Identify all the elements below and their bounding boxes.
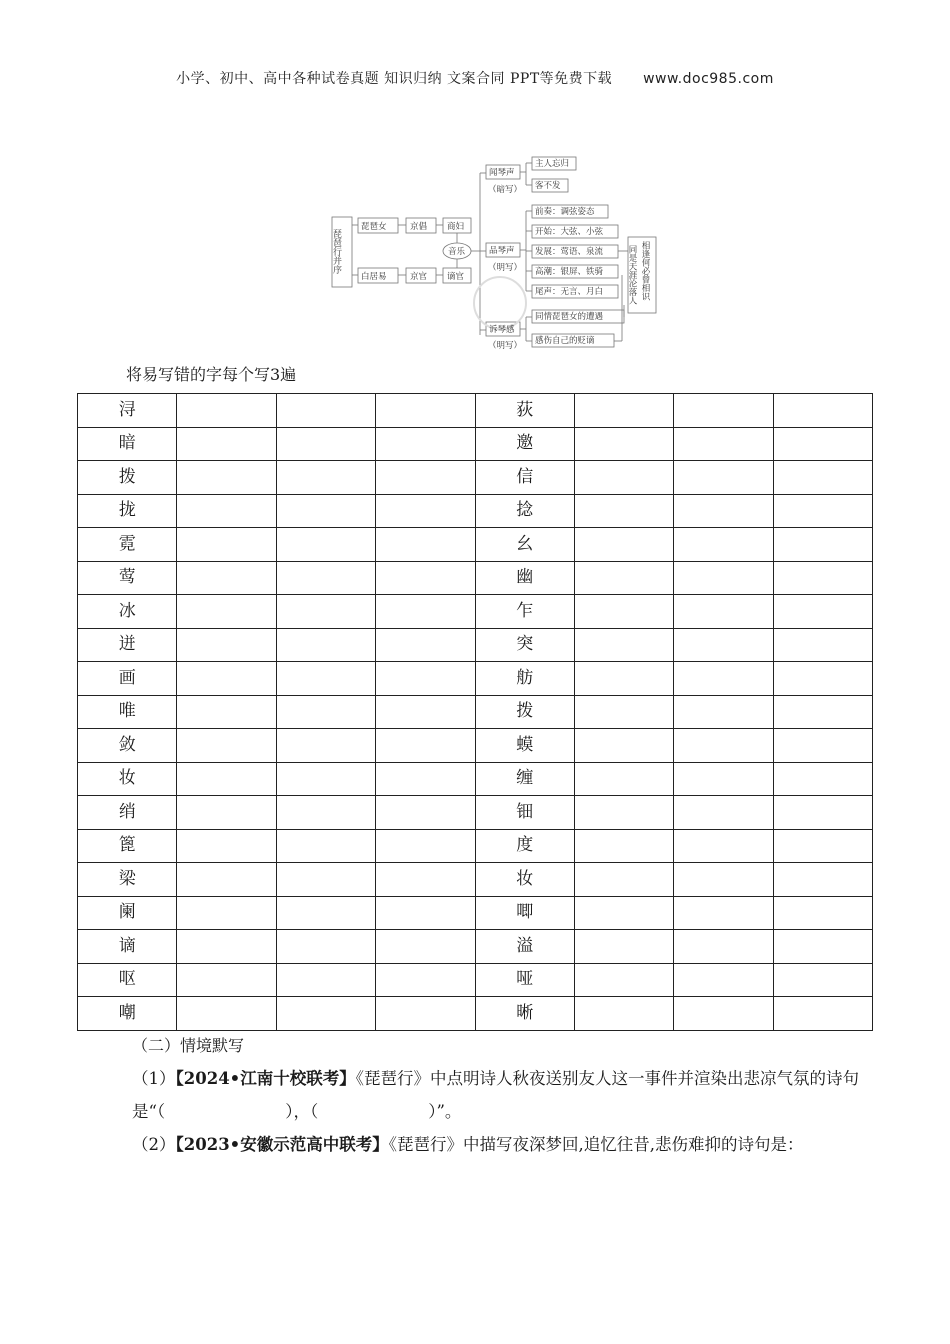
write-cell[interactable] [574,561,673,595]
write-cell[interactable] [276,494,375,528]
diagram-bai-juyi: 白居易 [361,272,387,282]
write-cell[interactable] [177,829,276,863]
table-row [78,863,873,897]
write-cell[interactable] [674,729,773,763]
question-1-num: （1） [132,1069,176,1088]
write-cell[interactable] [276,863,375,897]
section-title: （二）情境默写 [132,1036,245,1055]
write-cell[interactable] [773,494,872,528]
write-cell[interactable] [674,595,773,629]
char-right: 突 [475,628,574,662]
write-cell[interactable] [574,628,673,662]
char-left: 迸 [78,628,177,662]
table-row [78,930,873,964]
write-cell[interactable] [574,963,673,997]
write-cell[interactable] [276,662,375,696]
diagram-anxie: （暗写） [488,185,523,195]
write-cell[interactable] [574,394,673,428]
char-right: 幺 [475,528,574,562]
diagram-fazhan: 发展：莺语、泉流 [535,247,604,257]
write-cell[interactable] [177,796,276,830]
char-left: 篦 [78,829,177,863]
write-cell[interactable] [574,461,673,495]
write-cell[interactable] [674,963,773,997]
write-cell[interactable] [177,896,276,930]
write-cell[interactable] [674,930,773,964]
char-left: 莺 [78,561,177,595]
write-cell[interactable] [376,997,475,1031]
write-cell[interactable] [177,561,276,595]
write-cell[interactable] [773,461,872,495]
write-cell[interactable] [674,561,773,595]
write-cell[interactable] [276,762,375,796]
write-cell[interactable] [276,461,375,495]
char-right: 乍 [475,595,574,629]
write-cell[interactable] [674,896,773,930]
write-cell[interactable] [276,561,375,595]
write-cell[interactable] [276,963,375,997]
write-cell[interactable] [376,427,475,461]
table-row [78,595,873,629]
diagram-jingchang: 京倡 [410,222,428,232]
write-cell[interactable] [376,729,475,763]
table-row [78,896,873,930]
write-cell[interactable] [376,394,475,428]
char-right: 邀 [475,427,574,461]
question-1-mid: ），（ [285,1102,319,1121]
write-cell[interactable] [773,829,872,863]
write-cell[interactable] [276,829,375,863]
table-row [78,394,873,428]
write-cell[interactable] [773,963,872,997]
write-cell[interactable] [376,494,475,528]
write-cell[interactable] [674,427,773,461]
write-cell[interactable] [674,394,773,428]
write-cell[interactable] [276,394,375,428]
diagram-pipa-girl: 琵琶女 [361,222,387,232]
write-cell[interactable] [773,427,872,461]
write-cell[interactable] [177,427,276,461]
write-cell[interactable] [177,930,276,964]
header-text: 小学、初中、高中各种试卷真题 知识归纳 文案合同 PPT等免费下载 [176,71,613,87]
write-cell[interactable] [376,896,475,930]
write-cell[interactable] [574,796,673,830]
write-cell[interactable] [376,829,475,863]
write-cell[interactable] [376,963,475,997]
write-cell[interactable] [674,796,773,830]
char-right: 度 [475,829,574,863]
write-cell[interactable] [674,863,773,897]
question-1-source: 【2024•江南十校联考】 [175,1069,356,1088]
char-left: 妆 [78,762,177,796]
write-cell[interactable] [773,595,872,629]
diagram-wenqin: 闻琴声 [489,168,515,178]
diagram-music: 音乐 [448,247,466,257]
write-cell[interactable] [574,662,673,696]
write-cell[interactable] [376,796,475,830]
write-cell[interactable] [177,394,276,428]
char-left: 唯 [78,695,177,729]
write-cell[interactable] [376,930,475,964]
write-cell[interactable] [376,628,475,662]
write-cell[interactable] [376,662,475,696]
diagram-kebufa: 客不发 [535,181,561,191]
char-right: 妆 [475,863,574,897]
write-cell[interactable] [177,461,276,495]
write-cell[interactable] [574,863,673,897]
write-cell[interactable] [674,997,773,1031]
write-cell[interactable] [177,662,276,696]
write-cell[interactable] [674,695,773,729]
question-2-num: （2） [132,1135,176,1154]
write-cell[interactable] [177,762,276,796]
write-cell[interactable] [773,930,872,964]
write-cell[interactable] [177,997,276,1031]
table-row [78,729,873,763]
table-row [78,695,873,729]
diagram-svg [330,155,660,350]
write-cell[interactable] [177,628,276,662]
write-cell[interactable] [177,494,276,528]
write-cell[interactable] [177,729,276,763]
write-cell[interactable] [276,729,375,763]
watermark-seal [474,277,526,329]
write-cell[interactable] [574,595,673,629]
write-cell[interactable] [773,896,872,930]
write-cell[interactable] [276,997,375,1031]
write-cell[interactable] [773,997,872,1031]
diagram-gaochao: 高潮：银屏、铁骑 [535,267,604,277]
write-cell[interactable] [276,695,375,729]
write-cell[interactable] [574,528,673,562]
write-cell[interactable] [376,561,475,595]
write-cell[interactable] [276,896,375,930]
char-right: 幽 [475,561,574,595]
char-right: 舫 [475,662,574,696]
table-row [78,528,873,562]
write-cell[interactable] [674,762,773,796]
write-cell[interactable] [574,762,673,796]
table-row [78,829,873,863]
question-2-text: 《琵琶行》中描写夜深梦回,追忆往昔,悲伤难抑的诗句是： [388,1135,804,1154]
write-cell[interactable] [773,796,872,830]
diagram-pinqin: 品琴声 [489,246,515,256]
question-2 [90,1128,870,1161]
table-row [78,427,873,461]
practice-table [77,393,873,1031]
table-row [78,963,873,997]
table-row [78,628,873,662]
write-cell[interactable] [674,829,773,863]
structure-diagram [330,155,660,350]
write-cell[interactable] [674,628,773,662]
char-left: 呕 [78,963,177,997]
char-right: 晰 [475,997,574,1031]
diagram-mingxie: （明写） [488,263,523,273]
question-1-text: 《琵琶行》中点明诗人秋夜送别友人这一事件并渲染出悲凉气氛的诗句是“（ [132,1069,859,1121]
instruction-text: 将易写错的字每个写3遍 [126,365,297,384]
char-left: 冰 [78,595,177,629]
diagram-jingguan: 京官 [410,272,428,282]
write-cell[interactable] [376,695,475,729]
diagram-mingxie2: （明写） [488,341,523,350]
write-cell[interactable] [376,762,475,796]
table-row [78,662,873,696]
diagram-kaishi: 开始：大弦、小弦 [535,227,604,237]
char-left: 画 [78,662,177,696]
write-cell[interactable] [177,528,276,562]
table-row [78,461,873,495]
char-left: 拨 [78,461,177,495]
write-cell[interactable] [177,863,276,897]
diagram-conclusion-b: 相逢何必曾相识 [640,241,650,301]
write-cell[interactable] [574,729,673,763]
char-right: 拨 [475,695,574,729]
write-cell[interactable] [574,695,673,729]
write-cell[interactable] [574,997,673,1031]
question-2-source: 【2023•安徽示范高中联考】 [175,1135,389,1154]
write-cell[interactable] [574,930,673,964]
char-right: 哑 [475,963,574,997]
table-row [78,997,873,1031]
question-1-end: ）”。 [428,1102,462,1121]
write-cell[interactable] [276,528,375,562]
write-cell[interactable] [574,494,673,528]
char-left: 阑 [78,896,177,930]
write-cell[interactable] [276,930,375,964]
write-cell[interactable] [177,595,276,629]
diagram-qianzou: 前奏：调弦姿态 [535,207,595,217]
diagram-root-text: 琵琶行并序 [331,229,341,274]
table-row [78,494,873,528]
write-cell[interactable] [773,863,872,897]
char-left: 谪 [78,930,177,964]
write-cell[interactable] [276,796,375,830]
write-cell[interactable] [276,628,375,662]
write-cell[interactable] [276,427,375,461]
write-cell[interactable] [376,595,475,629]
char-left: 梁 [78,863,177,897]
diagram-tongqing: 同情琵琶女的遭遇 [535,312,604,322]
write-cell[interactable] [773,729,872,763]
write-cell[interactable] [674,662,773,696]
table-row [78,796,873,830]
write-cell[interactable] [674,461,773,495]
table-row [78,561,873,595]
table-row [78,762,873,796]
write-cell[interactable] [276,595,375,629]
write-cell[interactable] [773,394,872,428]
char-right: 信 [475,461,574,495]
diagram-conclusion-a: 同是天涯沦落人 [627,245,637,305]
char-right: 缠 [475,762,574,796]
write-cell[interactable] [674,528,773,562]
page-header [0,68,950,88]
question-1 [90,1062,870,1128]
write-cell[interactable] [376,863,475,897]
char-left: 暗 [78,427,177,461]
write-cell[interactable] [773,628,872,662]
char-right: 荻 [475,394,574,428]
write-cell[interactable] [177,963,276,997]
char-left: 浔 [78,394,177,428]
write-cell[interactable] [376,528,475,562]
char-right: 捻 [475,494,574,528]
diagram-weisheng: 尾声：无言、月白 [535,287,604,297]
write-cell[interactable] [773,695,872,729]
write-cell[interactable] [376,461,475,495]
char-right: 蟆 [475,729,574,763]
write-cell[interactable] [574,896,673,930]
write-cell[interactable] [574,427,673,461]
write-cell[interactable] [773,762,872,796]
header-url[interactable]: www.doc985.com [643,71,774,87]
diagram-zheguan: 谪官 [447,272,465,282]
write-cell[interactable] [773,662,872,696]
char-left: 霓 [78,528,177,562]
diagram-ganshang: 感伤自己的贬谪 [535,336,595,346]
char-left: 绡 [78,796,177,830]
char-right: 钿 [475,796,574,830]
write-cell[interactable] [177,695,276,729]
char-right: 溢 [475,930,574,964]
char-left: 嘲 [78,997,177,1031]
char-right: 唧 [475,896,574,930]
diagram-shangfu: 商妇 [447,222,465,232]
diagram-suqin: 诉琴感 [489,325,515,335]
diagram-zhuren: 主人忘归 [535,159,570,169]
write-cell[interactable] [574,829,673,863]
char-left: 敛 [78,729,177,763]
char-left: 拢 [78,494,177,528]
write-cell[interactable] [773,561,872,595]
write-cell[interactable] [674,494,773,528]
write-cell[interactable] [773,528,872,562]
